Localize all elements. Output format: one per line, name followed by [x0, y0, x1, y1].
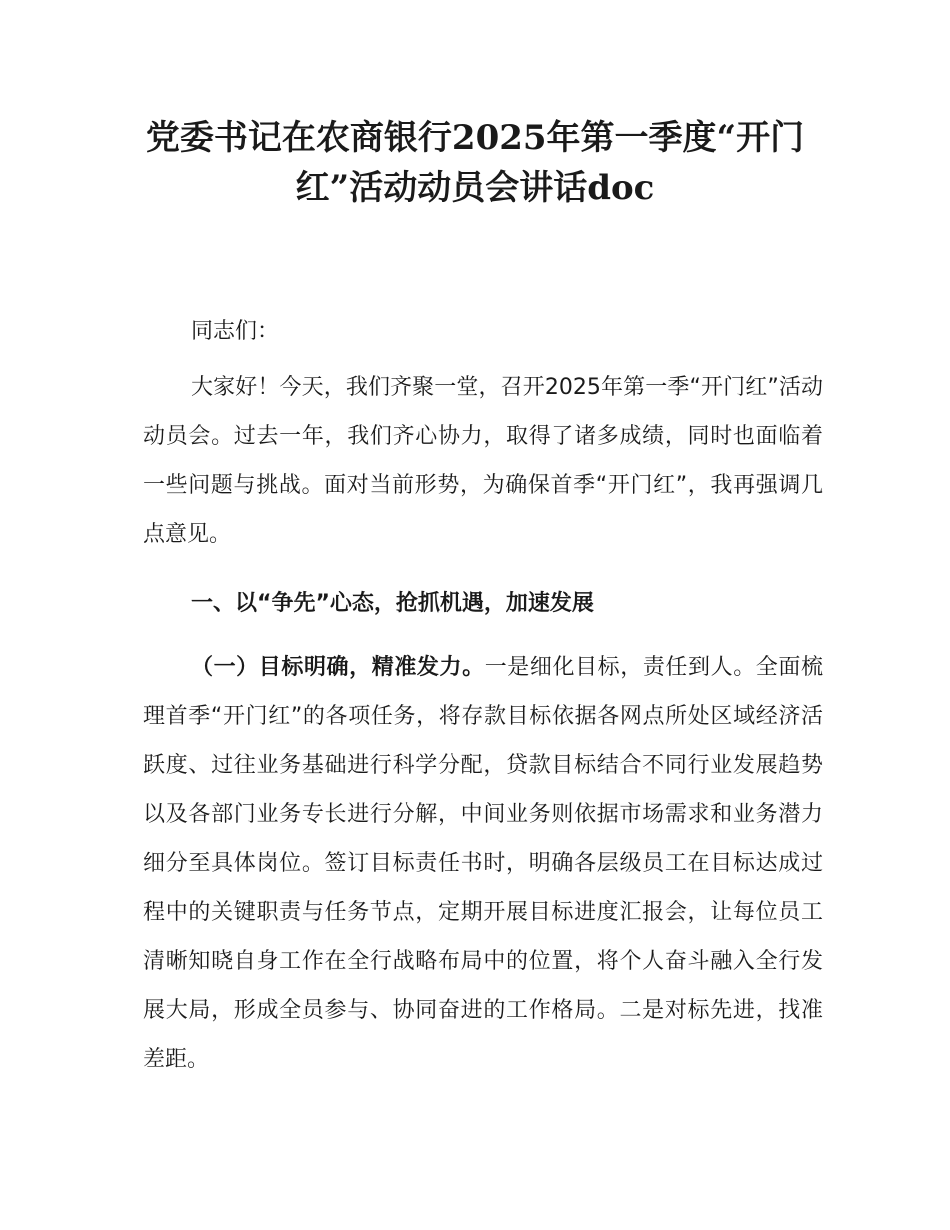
salutation: 同志们： [191, 319, 280, 344]
document-title-line1: 党委书记在农商银行2025年第一季度“开门 [145, 118, 805, 158]
paragraph-section-1-1 [143, 643, 823, 1084]
document-title-line2: 红”活动动员会讲话doc [295, 168, 655, 208]
subsection-body: 一是细化目标，责任到人。全面梳理首季“开门红”的各项任务，将存款目标依据各网点所处区域经济活跃度、过往业务基础进行科学分配，贷款目标结合不同行业发展趋势以及各部门业务专长进行分解，中间业务则依据市场需求和业务潜力细分至具体岗位。签订目标责任书时，明确各层级员工在目标达成过程中的关键职责与任务节点，定期开展目标进度汇报会，让每位员工清晰知晓自身工作在全行战略布局中的位置，将个人奋斗融入全行发展大局，形成全员参与、协同奋进的工作格局。二是对标先进，找准差距。 [143, 655, 823, 1072]
subsection-heading: （一）目标明确，精准发力。 [191, 655, 485, 680]
section-heading-1: 一、以“争先”心态，抢抓机遇，加速发展 [191, 591, 594, 616]
paragraph-opening: 大家好！今天，我们齐聚一堂，召开2025年第一季“开门红”活动动员会。过去一年，我们齐心协力，取得了诸多成绩，同时也面临着一些问题与挑战。面对当前形势，为确保首季“开门红”，我再强调几点意见。 [143, 375, 823, 547]
